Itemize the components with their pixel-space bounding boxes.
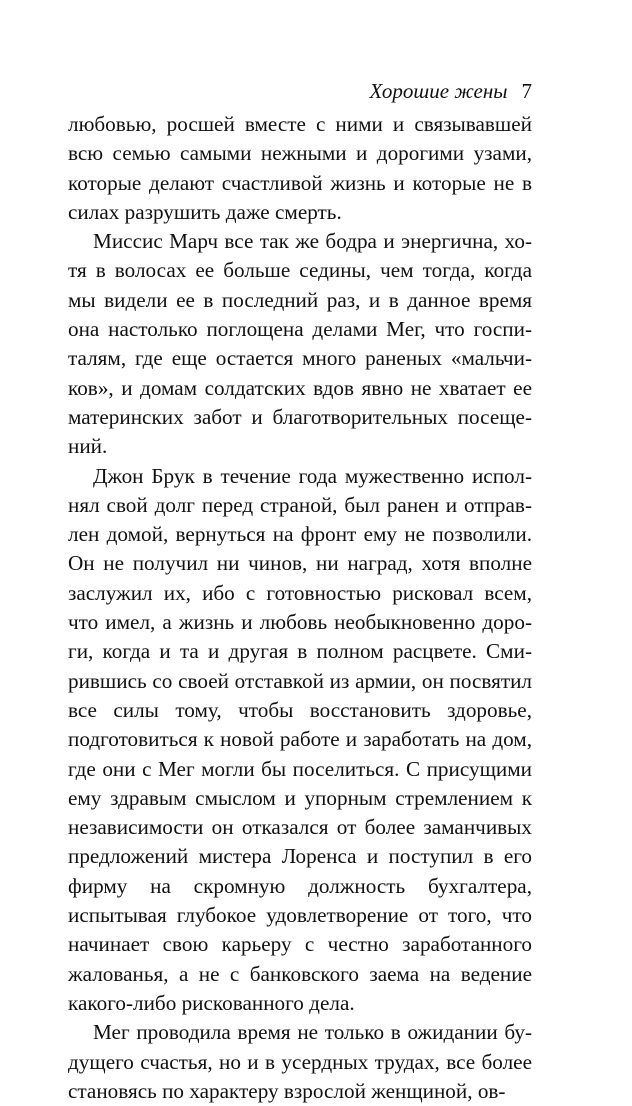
body-text (68, 110, 532, 1106)
page-number: 7 (521, 79, 532, 103)
paragraph-john-brooke: Джон Брук в течение года мужественно исполнял свой долг перед страной, был ранен и отправлен домой, вернуться на фронт ему не позволили. Он не получил ни чинов, ни наград, хотя вполне заслужил их, ибо с готовностью рисковал всем, что имел, а жизнь и любовь необыкновенно дороги, когда и та и другая в полном расцвете. Смирившись со своей отставкой из армии, он посвятил все силы тому, чтобы восстановить здоровье, подготовиться к новой работе и заработать на дом, где они с Мег могли бы поселиться. С присущими ему здравым смыслом и упорным стремлением к независимости он отказался от более заманчивых предложений мистера Лоренса и поступил в его фирму на скромную должность бухгалтера, испытывая глубокое удовлетворение от того, что начинает свою карьеру с честно заработанного жалованья, а не с банковского заема на ведение какого-либо рискованного дела. (68, 463, 532, 1015)
running-title: Хорошие жены (369, 79, 508, 103)
paragraph-mrs-march: Миссис Марч все так же бодра и энергична, хотя в волосах ее больше седины, чем тогда, когда мы видели ее в последний раз, и в данное время она настолько поглощена делами Мег, что госпиталям, где еще остается много раненых «мальчиков», и домам солдатских вдов явно не хватает ее материнских забот и благотворительных посещений. (68, 229, 532, 459)
book-page (68, 78, 532, 1106)
paragraph-meg: Мег проводила время не только в ожидании будущего счастья, но и в усердных трудах, все более становясь по характеру взрослой женщиной, ов- (68, 1020, 532, 1103)
paragraph-continued: любовью, росшей вместе с ними и связывавшей всю семью самыми нежными и дорогими узами, которые делают счастливой жизнь и которые не в силах разрушить даже смерть. (68, 112, 532, 224)
running-header (68, 78, 532, 104)
